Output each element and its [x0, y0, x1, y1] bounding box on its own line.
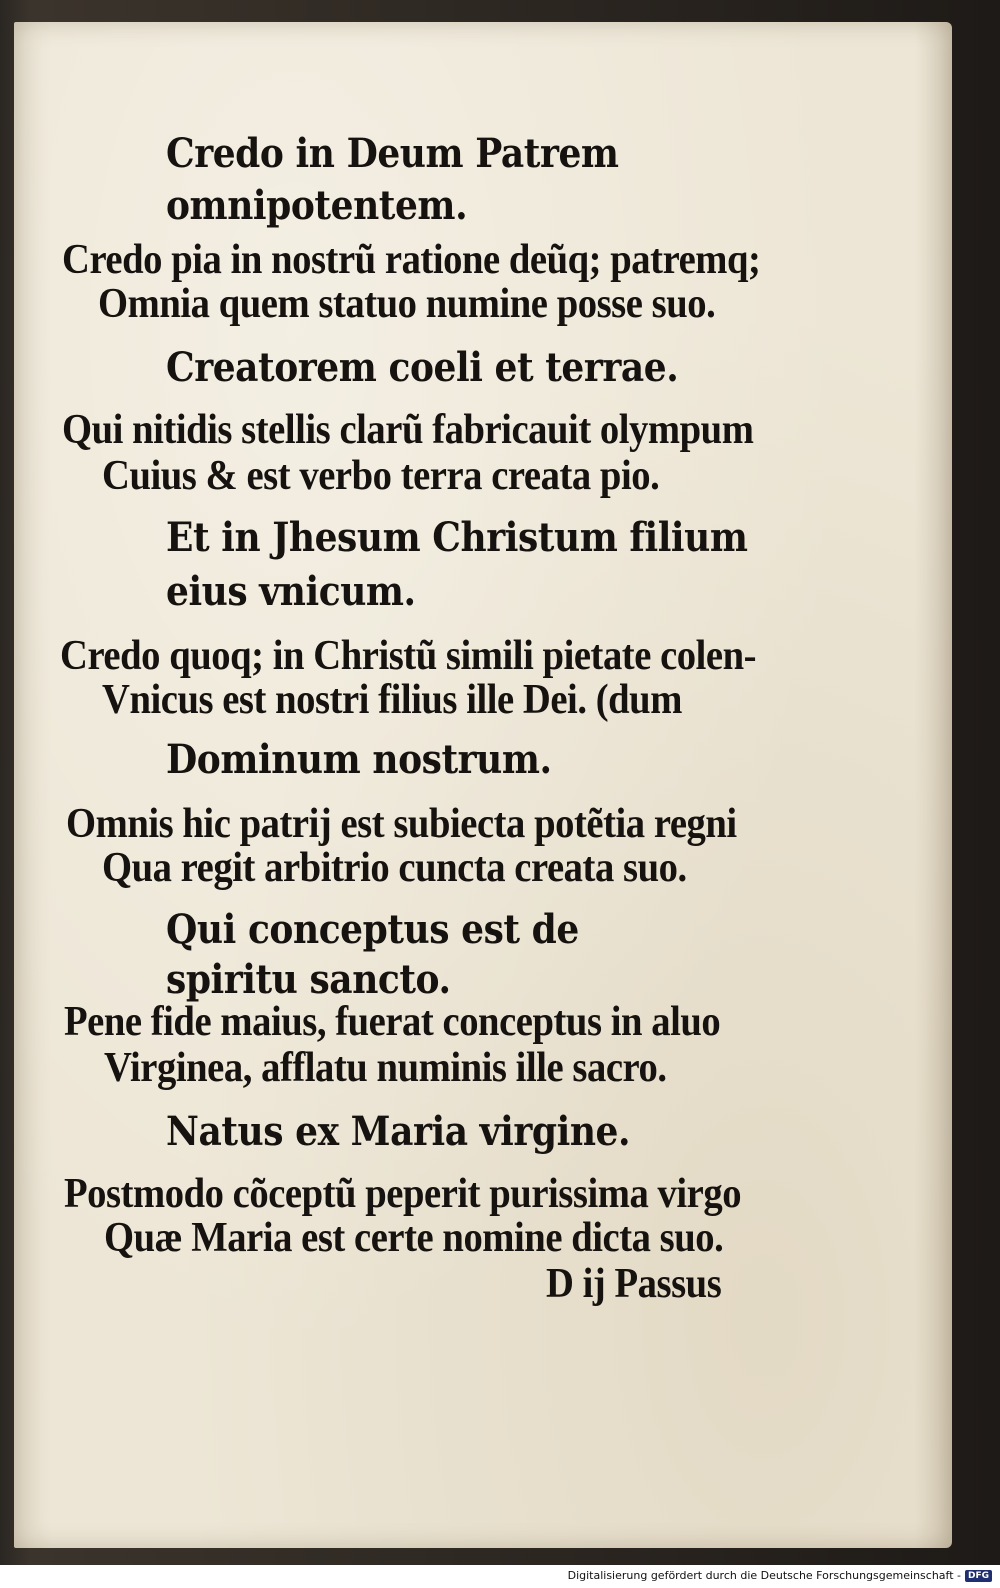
signature-catchword: D ij Passus [546, 1261, 722, 1307]
heading-conceptus-line-1: Qui conceptus est de [166, 906, 579, 953]
book-page [14, 22, 952, 1548]
verse-line: Vnicus est nostri filius ille Dei. (dum [102, 677, 682, 723]
verse-line: Qui nitidis stellis clarũ fabricauit olympum [62, 407, 754, 453]
heading-conceptus-line-2: spiritu sancto. [166, 956, 451, 1003]
heading-jhesum-line-1: Et in Jhesum Christum filium [166, 514, 748, 561]
verse-line: Credo pia in nostrũ ratione deũq; patremq; [62, 237, 761, 283]
heading-natus: Natus ex Maria virgine. [166, 1108, 631, 1155]
verse-line: Cuius & est verbo terra creata pio. [102, 453, 660, 499]
heading-creatorem: Creatorem coeli et terrae. [166, 344, 679, 391]
heading-credo-line-1: Credo in Deum Patrem [166, 130, 619, 177]
heading-dominum: Dominum nostrum. [166, 736, 552, 783]
verse-line: Omnia quem statuo numine posse suo. [98, 281, 716, 327]
heading-credo-line-2: omnipotentem. [166, 182, 468, 229]
dfg-logo: DFG [965, 1570, 992, 1582]
verse-line: Quæ Maria est certe nomine dicta suo. [104, 1215, 724, 1261]
verse-line: Postmodo cõceptũ peperit purissima virgo [64, 1171, 742, 1217]
verse-line: Qua regit arbitrio cuncta creata suo. [102, 845, 687, 891]
credit-text: Digitalisierung gefördert durch die Deutsche Forschungsgemeinschaft - [567, 1569, 961, 1582]
verse-line: Pene fide maius, fuerat conceptus in aluo [64, 999, 721, 1045]
verse-line: Virginea, afflatu numinis ille sacro. [104, 1045, 667, 1091]
digitization-credit [568, 1569, 992, 1582]
verse-line: Credo quoq; in Christũ simili pietate colen- [60, 633, 757, 679]
heading-jhesum-line-2: eius vnicum. [166, 568, 416, 615]
verse-line: Omnis hic patrij est subiecta potẽtia regni [66, 801, 737, 847]
